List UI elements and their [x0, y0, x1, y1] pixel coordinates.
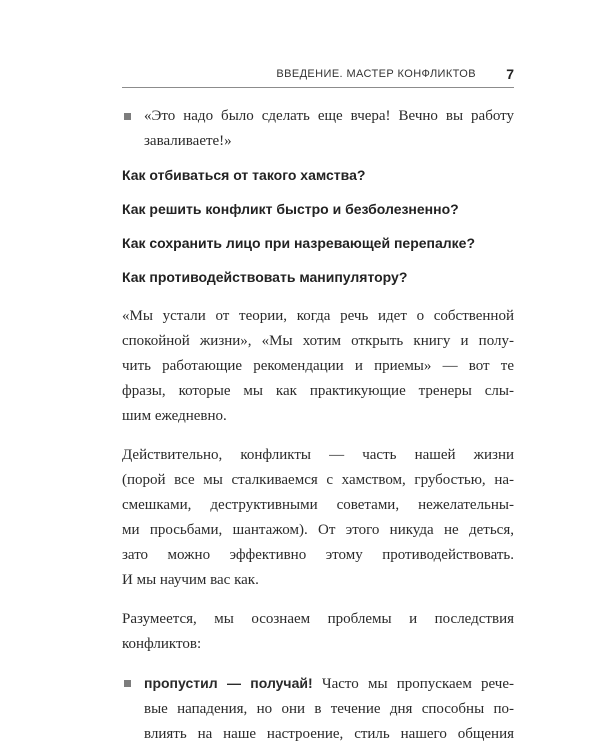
text-line: ми просьбами, шантажом). От этого никуда не деться, — [122, 522, 514, 538]
text-line: Действительно, конфликты — часть нашей жизни — [122, 447, 514, 463]
text-line: заваливаете!» — [144, 133, 232, 149]
bullet-square-icon — [124, 113, 131, 120]
text-line: конфликтов: — [122, 636, 202, 652]
text-line: Разумеется, мы осознаем проблемы и последствия — [122, 611, 514, 627]
text-line: чить работающие рекомендации и приемы» — вот те — [122, 358, 514, 374]
text-line: зато можно эффективно этому противодействовать. — [122, 547, 514, 563]
page-number: 7 — [506, 66, 514, 82]
text-line: влиять на наше настроение, стиль нашего общения — [144, 726, 514, 742]
question-heading: Как отбиваться от такого хамства? — [122, 167, 366, 183]
text-line: «Это надо было сделать еще вчера! Вечно вы работу — [144, 108, 514, 124]
quote-bullet — [122, 104, 514, 154]
text-line: «Мы устали от теории, когда речь идет о собственной — [122, 308, 514, 324]
text-line: шим ежедневно. — [122, 408, 227, 424]
text-line: (порой все мы сталкиваемся с хамством, грубостью, на- — [122, 472, 514, 488]
paragraph-consequences — [122, 607, 514, 657]
question-heading: Как противодействовать манипулятору? — [122, 269, 408, 285]
paragraph-intro — [122, 304, 514, 429]
bullet-square-icon — [124, 680, 131, 687]
text-line — [144, 671, 514, 697]
question-heading: Как решить конфликт быстро и безболезненно? — [122, 201, 459, 217]
question-heading: Как сохранить лицо при назревающей перепалке? — [122, 235, 476, 251]
text-line: смешками, деструктивными советами, нежелательны- — [122, 497, 514, 513]
header-rule — [122, 87, 514, 88]
section-title: ВВЕДЕНИЕ. МАСТЕР КОНФЛИКТОВ — [276, 68, 476, 80]
text-line: фразы, которые мы как практикующие тренеры слы- — [122, 383, 514, 399]
text-line: вые нападения, но они в течение дня способны по- — [144, 701, 514, 717]
consequence-bullet — [122, 671, 514, 747]
page-body — [122, 100, 514, 747]
paragraph-conflicts — [122, 443, 514, 593]
bullet-lead-bold: пропустил — получай! — [144, 675, 313, 691]
text-line: спокойной жизни», «Мы хотим открыть книгу и полу- — [122, 333, 514, 349]
text-line: И мы научим вас как. — [122, 572, 259, 588]
running-head — [122, 68, 514, 88]
bullet-lead-rest: Часто мы пропускаем рече- — [312, 676, 514, 692]
